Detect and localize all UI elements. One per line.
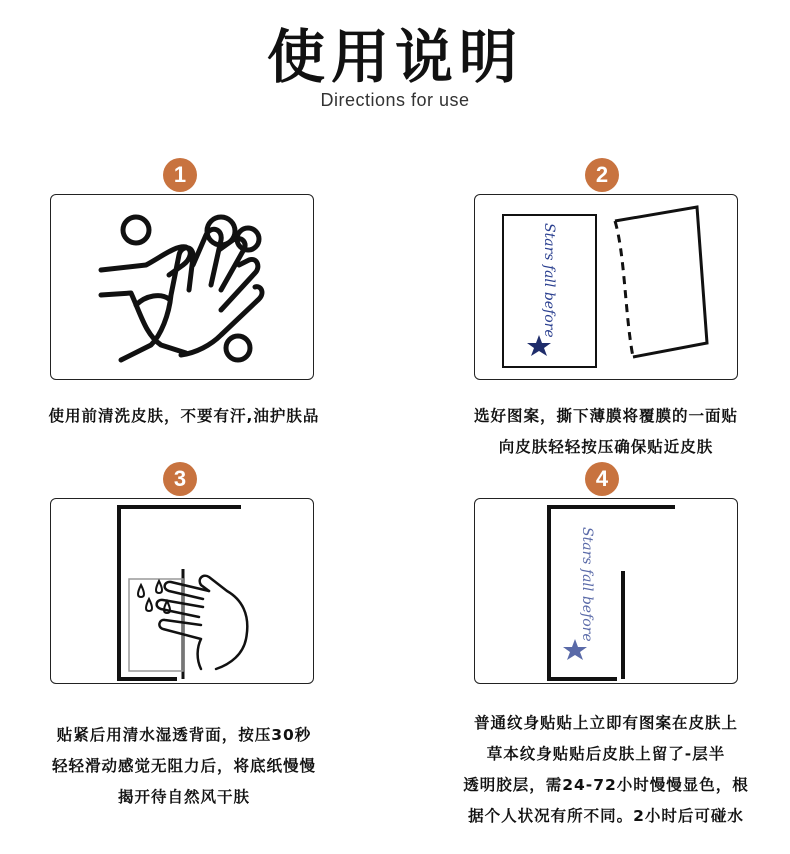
step-3-caption-line: 揭开待自然风干肤: [117, 788, 250, 806]
sticker-script-text: Stars fall before: [541, 223, 557, 338]
step-3-caption-line: 轻轻滑动感觉无阻力后，将底纸慢慢: [51, 757, 316, 775]
step-1-panel: [50, 194, 314, 380]
step-1-badge: 1: [163, 158, 197, 192]
step-2-badge: 2: [585, 158, 619, 192]
step-4-caption-line: 透明胶层，需24-72小时慢慢显色，根: [463, 776, 749, 794]
step-3-badge: 3: [163, 462, 197, 496]
applied-tattoo-icon: [475, 499, 738, 684]
step-2-panel: [474, 194, 738, 380]
step-2-caption: [421, 401, 790, 463]
wet-press-icon: [51, 499, 314, 684]
hand-washing-icon: [51, 195, 314, 380]
page-title: 使用说明: [266, 23, 523, 91]
applied-script-text: Stars fall before: [579, 527, 595, 642]
step-1-caption: [14, 401, 354, 432]
tattoo-sticker-icon: [475, 195, 738, 380]
step-4-badge: 4: [585, 462, 619, 496]
step-2-caption-line: 选好图案，撕下薄膜将覆膜的一面贴: [473, 407, 738, 425]
step-4-caption-line: 草本纹身贴贴后皮肤上留了-层半: [486, 745, 726, 763]
step-2-caption-line: 向皮肤轻轻按压确保贴近皮肤: [498, 438, 714, 456]
step-3-panel: [50, 498, 314, 684]
step-4-caption-line: 据个人状况有所不同。2小时后可碰水: [468, 807, 744, 825]
step-3-caption-line: 贴紧后用清水湿透背面，按压30秒: [56, 726, 312, 744]
step-1-caption-line: 使用前清洗皮肤，不要有汗,油护肤品: [48, 407, 320, 425]
page-subtitle: Directions for use: [320, 90, 470, 110]
step-4-caption: [421, 708, 790, 832]
step-3-caption: [14, 720, 354, 813]
step-4-panel: [474, 498, 738, 684]
step-4-caption-line: 普通纹身贴贴上立即有图案在皮肤上: [473, 714, 738, 732]
